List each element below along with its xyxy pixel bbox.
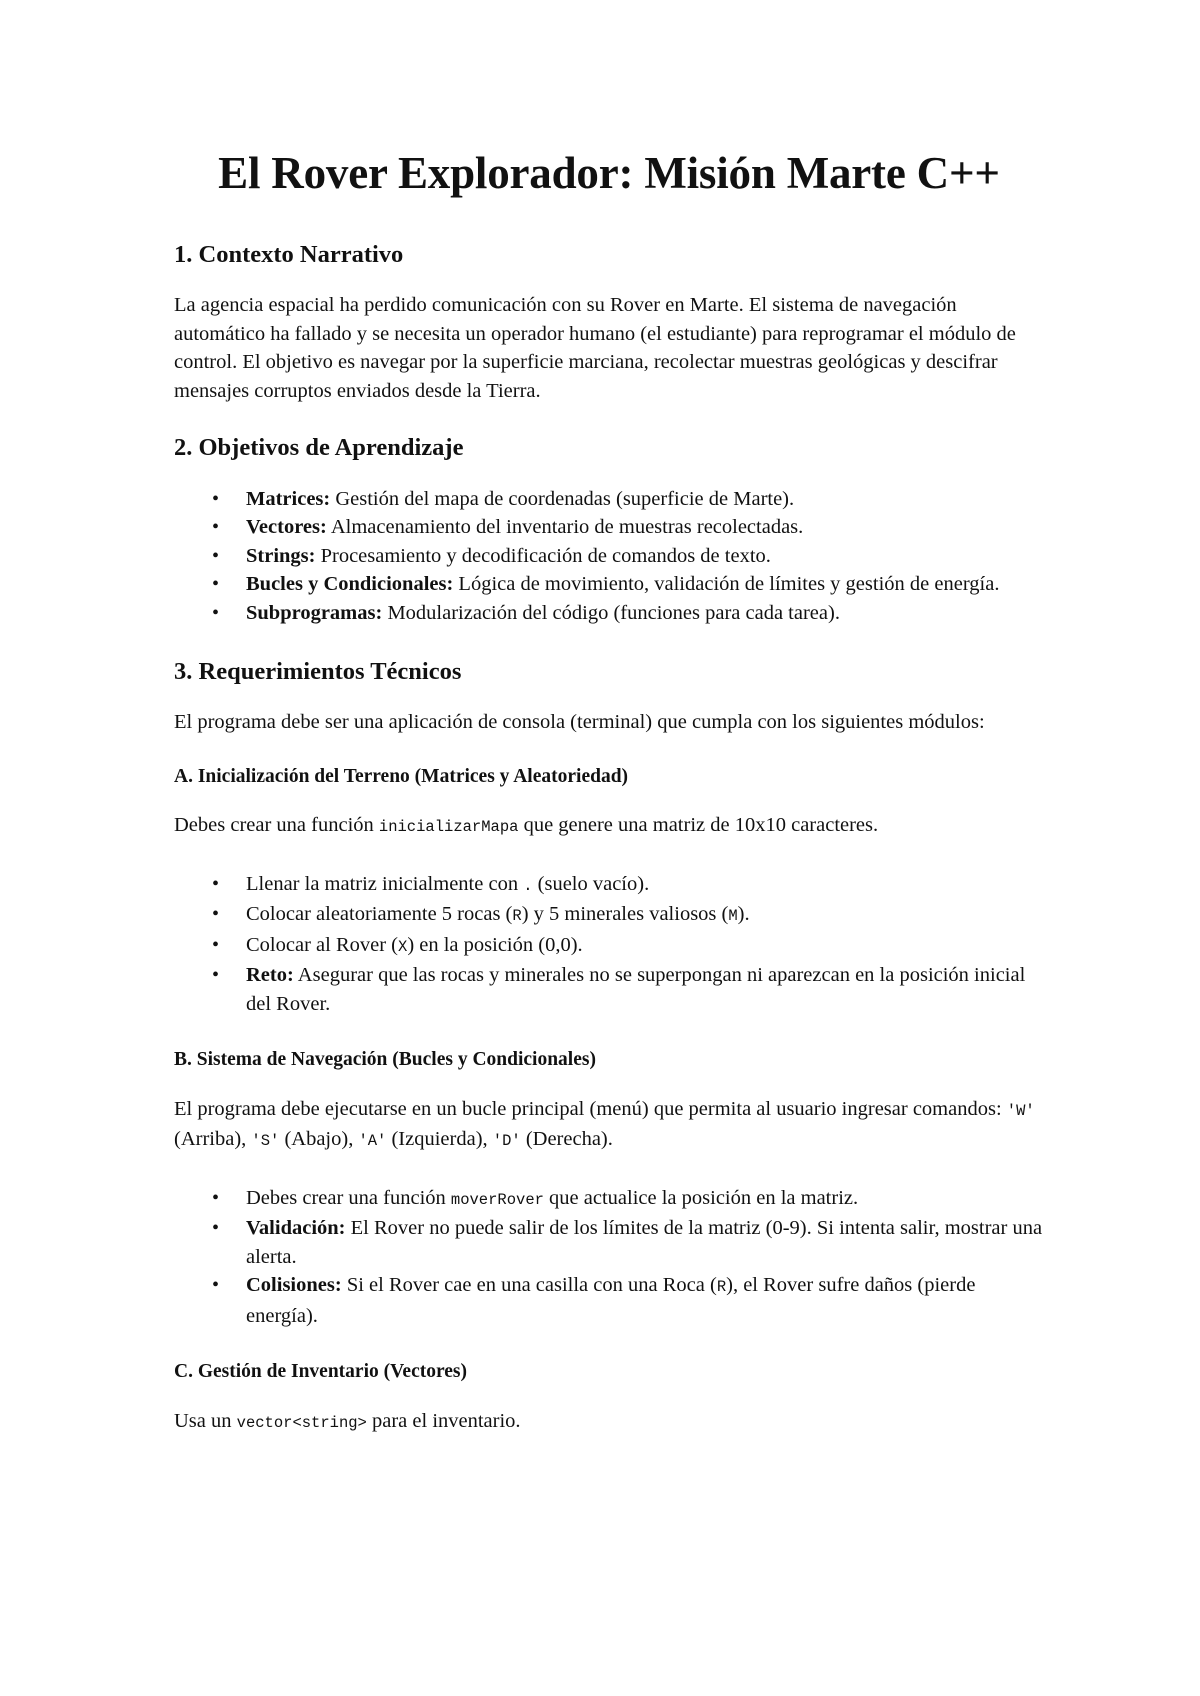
list-item: • Validación: El Rover no puede salir de los límites de la matriz (0-9). Si intenta salir, mostrar una alerta. — [246, 1214, 1044, 1271]
code-inline: moverRover — [450, 1190, 544, 1209]
code-inline: 'D' — [492, 1132, 521, 1151]
terreno-list — [174, 870, 1044, 1019]
code-inline: vector<string> — [236, 1413, 367, 1432]
list-item: • Colocar al Rover (X) en la posición (0,0). — [246, 931, 1044, 962]
subsection-heading-inventario: C. Gestión de Inventario (Vectores) — [174, 1361, 468, 1383]
subsection-heading-terreno: A. Inicialización del Terreno (Matrices y Aleatoriedad) — [174, 765, 629, 787]
section-heading-requerimientos: 3. Requerimientos Técnicos — [174, 658, 462, 686]
document-title: El Rover Explorador: Misión Marte C++ — [218, 148, 1000, 198]
objetivos-list — [174, 485, 1044, 628]
inventario-paragraph: Usa un vector<string> para el inventario. — [174, 1409, 521, 1432]
section-heading-contexto: 1. Contexto Narrativo — [174, 240, 404, 268]
list-item: • Reto: Asegurar que las rocas y minerales no se superpongan ni aparezcan en la posición inicial del Rover. — [246, 961, 1044, 1018]
document-page — [174, 148, 1044, 1465]
code-inline: inicializarMapa — [378, 818, 519, 837]
section-heading-objetivos: 2. Objetivos de Aprendizaje — [174, 434, 464, 462]
code-inline: X — [398, 937, 408, 956]
code-inline: M — [728, 907, 738, 926]
navegacion-list — [174, 1184, 1044, 1331]
code-inline: 'A' — [358, 1132, 387, 1151]
contexto-paragraph: La agencia espacial ha perdido comunicación con su Rover en Marte. El sistema de navegación automático ha fallado y se necesita un operador humano (el estudiante) para reprogramar el módulo de control. El objetivo es navegar por la superficie marciana, recolectar muestras geológicas y descifrar mensajes corruptos enviados desde la Tierra. — [174, 294, 1016, 402]
requerimientos-paragraph: El programa debe ser una aplicación de consola (terminal) que cumpla con los siguientes módulos: — [174, 711, 985, 734]
code-inline: 'W' — [1006, 1101, 1035, 1120]
list-item: • Matrices: Gestión del mapa de coordenadas (superficie de Marte). — [246, 485, 1044, 514]
terreno-paragraph: Debes crear una función inicializarMapa que genere una matriz de 10x10 caracteres. — [174, 814, 879, 837]
code-inline: . — [523, 876, 533, 895]
list-item: • Vectores: Almacenamiento del inventario de muestras recolectadas. — [246, 513, 1044, 542]
list-item: • Bucles y Condicionales: Lógica de movimiento, validación de límites y gestión de energía. — [246, 570, 1044, 599]
list-item: • Colisiones: Si el Rover cae en una casilla con una Roca (R), el Rover sufre daños (pierde energía). — [246, 1271, 1044, 1330]
code-inline: R — [716, 1278, 727, 1297]
list-item: • Subprogramas: Modularización del código (funciones para cada tarea). — [246, 599, 1044, 628]
list-item: • Colocar aleatoriamente 5 rocas (R) y 5 minerales valiosos (M). — [246, 900, 1044, 931]
subsection-heading-navegacion: B. Sistema de Navegación (Bucles y Condicionales) — [174, 1049, 596, 1071]
code-inline: R — [512, 907, 522, 926]
list-item: • Llenar la matriz inicialmente con . (suelo vacío). — [246, 870, 1044, 901]
list-item: • Debes crear una función moverRover que actualice la posición en la matriz. — [246, 1184, 1044, 1215]
list-item: • Strings: Procesamiento y decodificación de comandos de texto. — [246, 542, 1044, 571]
code-inline: 'S' — [251, 1132, 280, 1151]
navegacion-paragraph: El programa debe ejecutarse en un bucle principal (menú) que permita al usuario ingresar comandos: 'W' (Arriba), 'S' (Abajo), 'A' (Izquierda), 'D' (Derecha). — [174, 1097, 1035, 1151]
